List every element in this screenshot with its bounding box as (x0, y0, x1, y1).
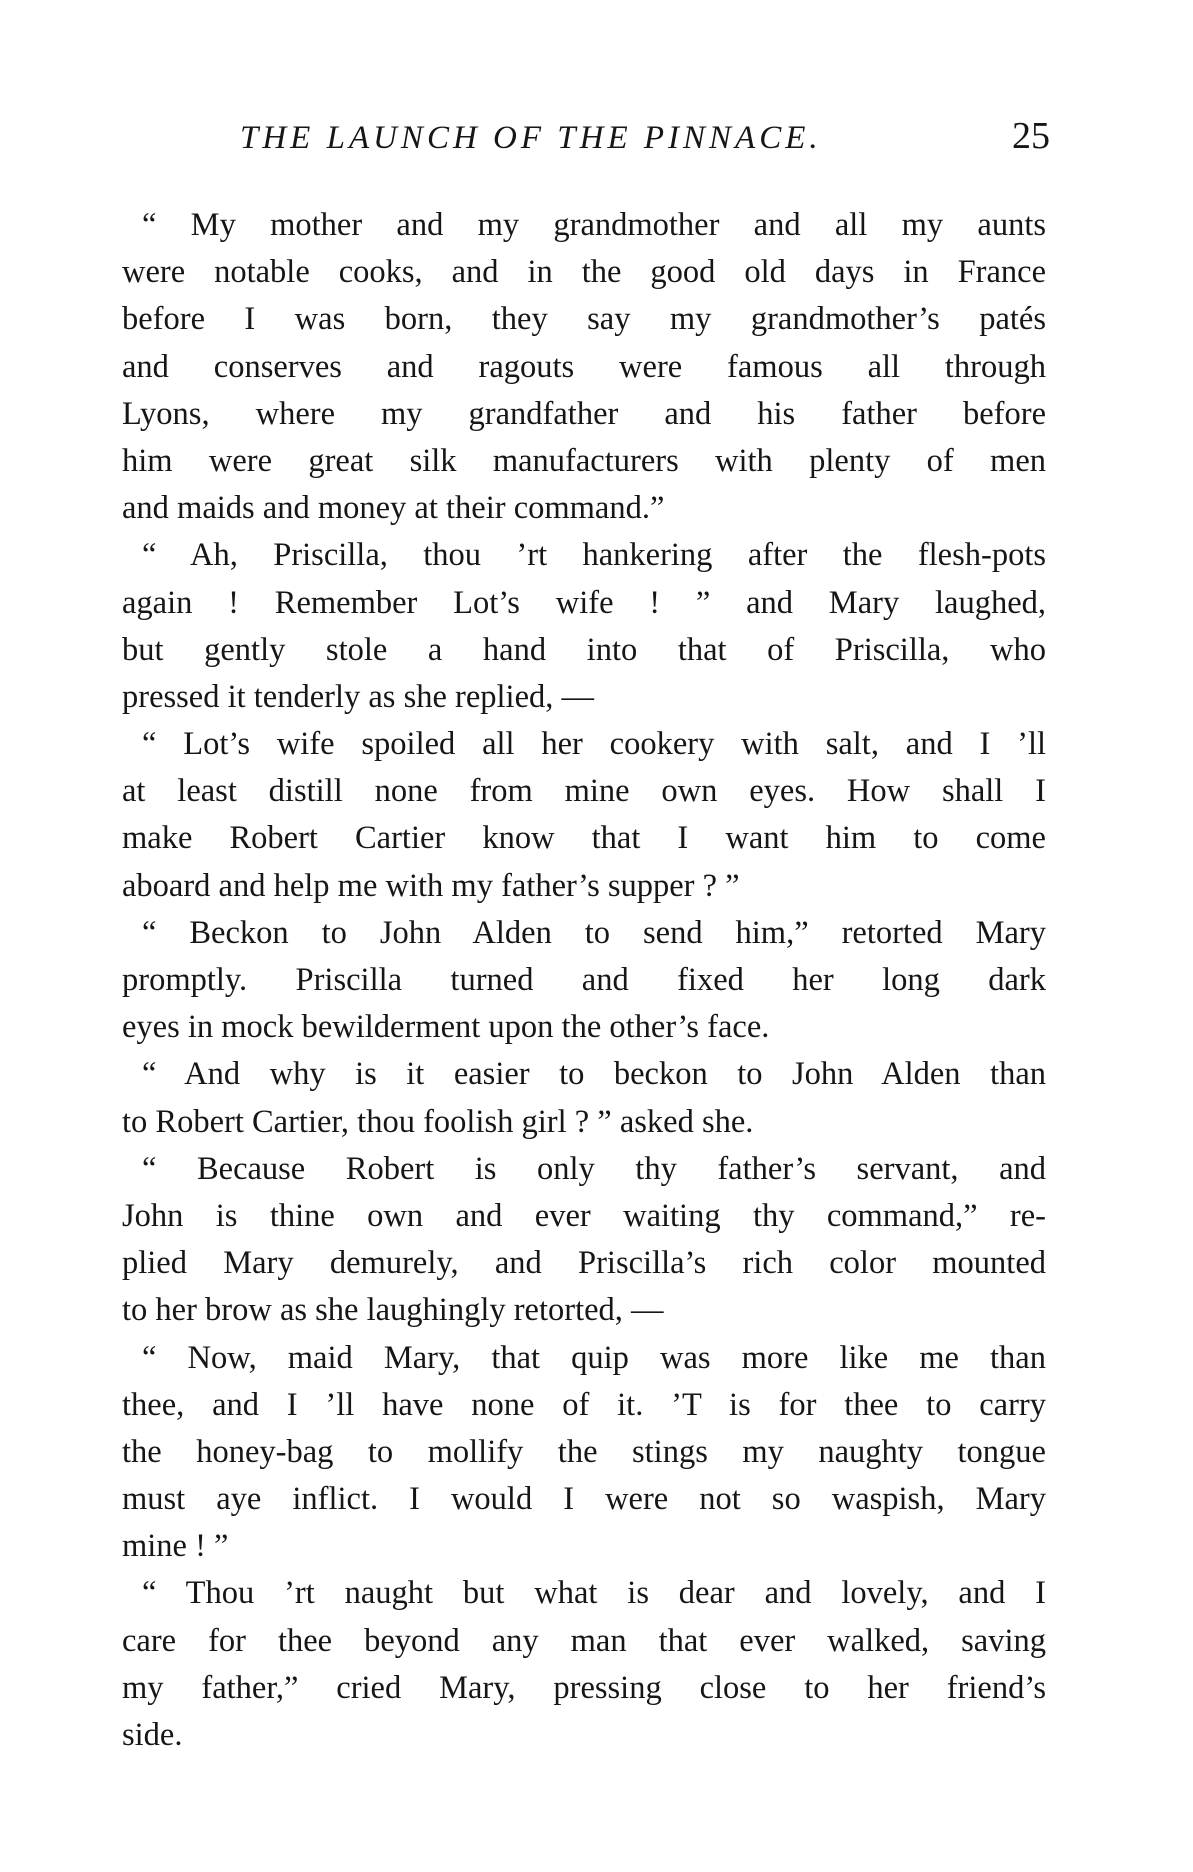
text-line: “ Thou ’rt naught but what is dear and lovely, and I (142, 1575, 1046, 1612)
text-line: promptly. Priscilla turned and fixed her long dark (122, 962, 1046, 998)
text-line: pressed it tenderly as she replied, — (122, 678, 595, 715)
text-line: him were great silk manufacturers with plenty of men (122, 442, 1046, 479)
text-line: to Robert Cartier, thou foolish girl ? ” asked she. (122, 1103, 754, 1140)
text-line: Lyons, where my grandfather and his father before (122, 395, 1046, 432)
text-line: “ Ah, Priscilla, thou ’rt hankering after the flesh-pots (142, 537, 1046, 574)
text-line: side. (122, 1717, 183, 1753)
text-line: “ My mother and my grandmother and all my aunts (142, 207, 1046, 243)
text-line: “ Beckon to John Alden to send him,” retorted Mary (142, 914, 1046, 951)
text-line: “ Now, maid Mary, that quip was more like me than (142, 1339, 1046, 1376)
text-line: but gently stole a hand into that of Priscilla, who (122, 631, 1046, 668)
text-line: “ Because Robert is only thy father’s servant, and (142, 1150, 1046, 1187)
text-line: again ! Remember Lot’s wife ! ” and Mary laughed, (122, 584, 1046, 621)
text-line: and conserves and ragouts were famous all through (122, 348, 1046, 385)
text-line: John is thine own and ever waiting thy command,” re- (122, 1197, 1046, 1234)
text-line: plied Mary demurely, and Priscilla’s rich color mounted (122, 1245, 1046, 1282)
running-title: THE LAUNCH OF THE PINNACE. (240, 120, 822, 156)
running-head (122, 112, 1050, 172)
text-line: must aye inflict. I would I were not so waspish, Mary (122, 1481, 1046, 1518)
text-line: the honey-bag to mollify the stings my naughty tongue (122, 1433, 1046, 1470)
text-line: “ Lot’s wife spoiled all her cookery with salt, and I ’ll (142, 726, 1046, 763)
text-line: and maids and money at their command.” (122, 490, 665, 527)
body-text (122, 202, 1046, 1759)
text-line: eyes in mock bewilderment upon the other’s face. (122, 1009, 770, 1046)
text-line: before I was born, they say my grandmother’s patés (122, 301, 1046, 338)
text-line: to her brow as she laughingly retorted, — (122, 1292, 664, 1329)
text-line: aboard and help me with my father’s supper ? ” (122, 867, 740, 904)
text-line: my father,” cried Mary, pressing close to her friend’s (122, 1669, 1046, 1706)
text-line: thee, and I ’ll have none of it. ’T is for thee to carry (122, 1386, 1046, 1423)
text-line: were notable cooks, and in the good old days in France (122, 254, 1046, 291)
text-line: care for thee beyond any man that ever walked, saving (122, 1622, 1046, 1659)
page-number: 25 (1012, 115, 1050, 157)
text-line: mine ! ” (122, 1528, 229, 1565)
text-line: at least distill none from mine own eyes. How shall I (122, 773, 1046, 810)
text-line: make Robert Cartier know that I want him to come (122, 820, 1046, 857)
text-line: “ And why is it easier to beckon to John Alden than (142, 1056, 1046, 1093)
